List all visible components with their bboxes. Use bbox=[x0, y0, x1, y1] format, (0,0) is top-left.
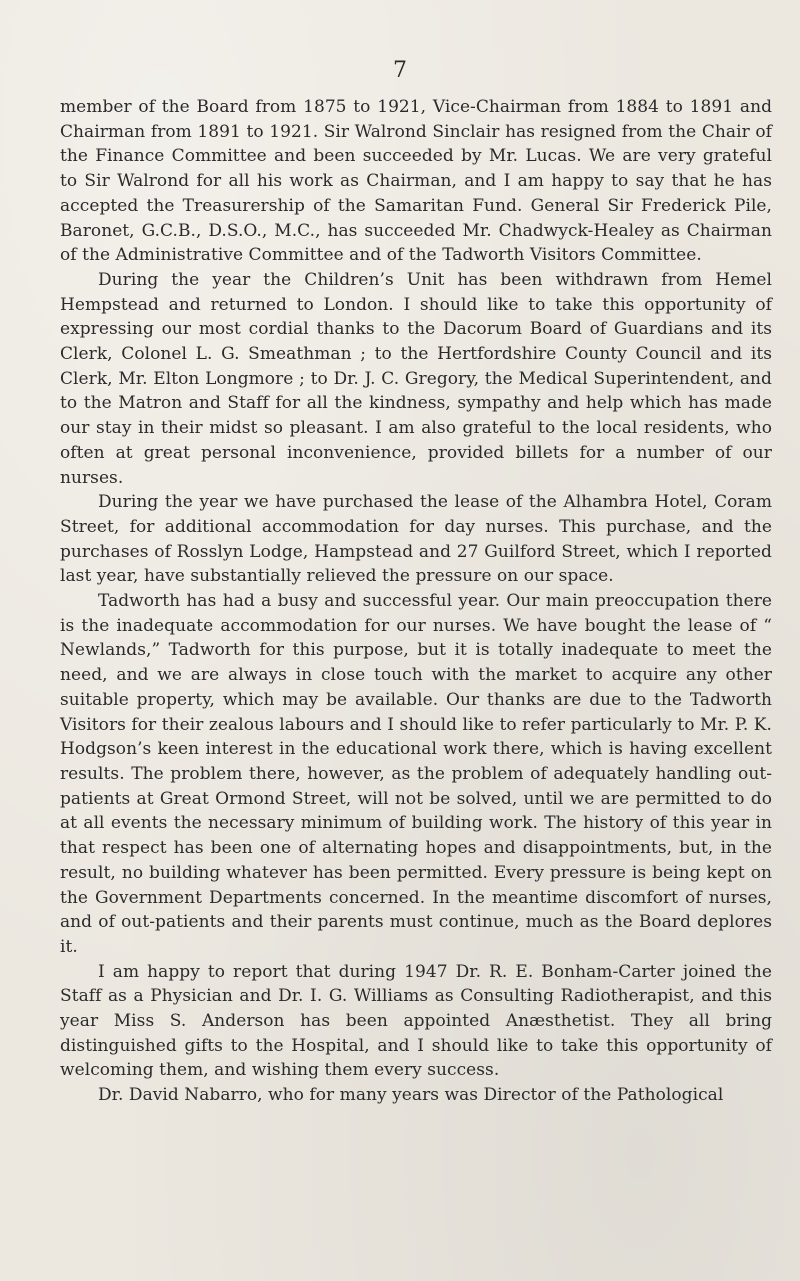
paragraph-6: Dr. David Nabarro, who for many years was Director of the Pathological bbox=[98, 1085, 724, 1106]
paragraph-1: member of the Board from 1875 to 1921, Vice-Chairman from 1884 to 1891 and Chairman from 1891 to 1921. Sir Walrond Sinclair has resigned from the Chair of the Finance Committee and been succeeded by Mr. Lucas. We are very grateful to Sir Walrond for all his work as Chairman, and I am happy to say that he has accepted the Treasurership of the Samaritan Fund. General Sir Frederick Pile, Baronet, G.C.B., D.S.O., M.C., has succeeded Mr. Chadwyck-Healey as Chairman of the Administrative Committee and of the Tadworth Visitors Committee. bbox=[60, 97, 772, 266]
paragraph-4: Tadworth has had a busy and successful year. Our main preoccupation there is the inadequate accommodation for our nurses. We have bought the lease of “ Newlands,” Tadworth for this purpose, but it is totally inadequate to meet the need, and we are always in close touch with the market to acquire any other suitable property, which may be available. Our thanks are due to the Tadworth Visitors for their zealous labours and I should like to refer particularly to Mr. P. K. Hodgson’s keen interest in the educational work there, which is having excellent results. The problem there, however, as the problem of adequately handling out-patients at Great Ormond Street, will not be solved, until we are permitted to do at all events the necessary minimum of building work. The history of this year in that respect has been one of alternating hopes and disappointments, but, in the result, no building whatever has been permitted. Every pressure is being kept on the Government Departments concerned. In the meantime discomfort of nurses, and of out-patients and their parents must continue, much as the Board deplores it. bbox=[60, 591, 772, 957]
paragraph-2: During the year the Children’s Unit has been withdrawn from Hemel Hempstead and returned to London. I should like to take this opportunity of expressing our most cordial thanks to the Dacorum Board of Guardians and its Clerk, Colonel L. G. Smeathman ; to the Hertfordshire County Council and its Clerk, Mr. Elton Longmore ; to Dr. J. C. Gregory, the Medical Superintendent, and to the Matron and Staff for all the kindness, sympathy and help which has made our stay in their midst so pleasant. I am also grateful to the local residents, who often at great personal inconvenience, provided billets for a number of our nurses. bbox=[60, 269, 772, 488]
paragraph-5: I am happy to report that during 1947 Dr. R. E. Bonham-Carter joined the Staff as a Physician and Dr. I. G. Williams as Consulting Radiotherapist, and this year Miss S. Anderson has been appointed Anæsthetist. They all bring distinguished gifts to the Hospital, and I should like to take this opportunity of welcoming them, and wishing them every success. bbox=[60, 961, 772, 1081]
page-body bbox=[60, 95, 772, 1108]
paragraph-3: During the year we have purchased the lease of the Alhambra Hotel, Coram Street, for additional accommodation for day nurses. This purchase, and the purchases of Rosslyn Lodge, Hampstead and 27 Guilford Street, which I reported last year, have substantially relieved the pressure on our space. bbox=[60, 492, 772, 587]
page-number: 7 bbox=[393, 58, 407, 83]
